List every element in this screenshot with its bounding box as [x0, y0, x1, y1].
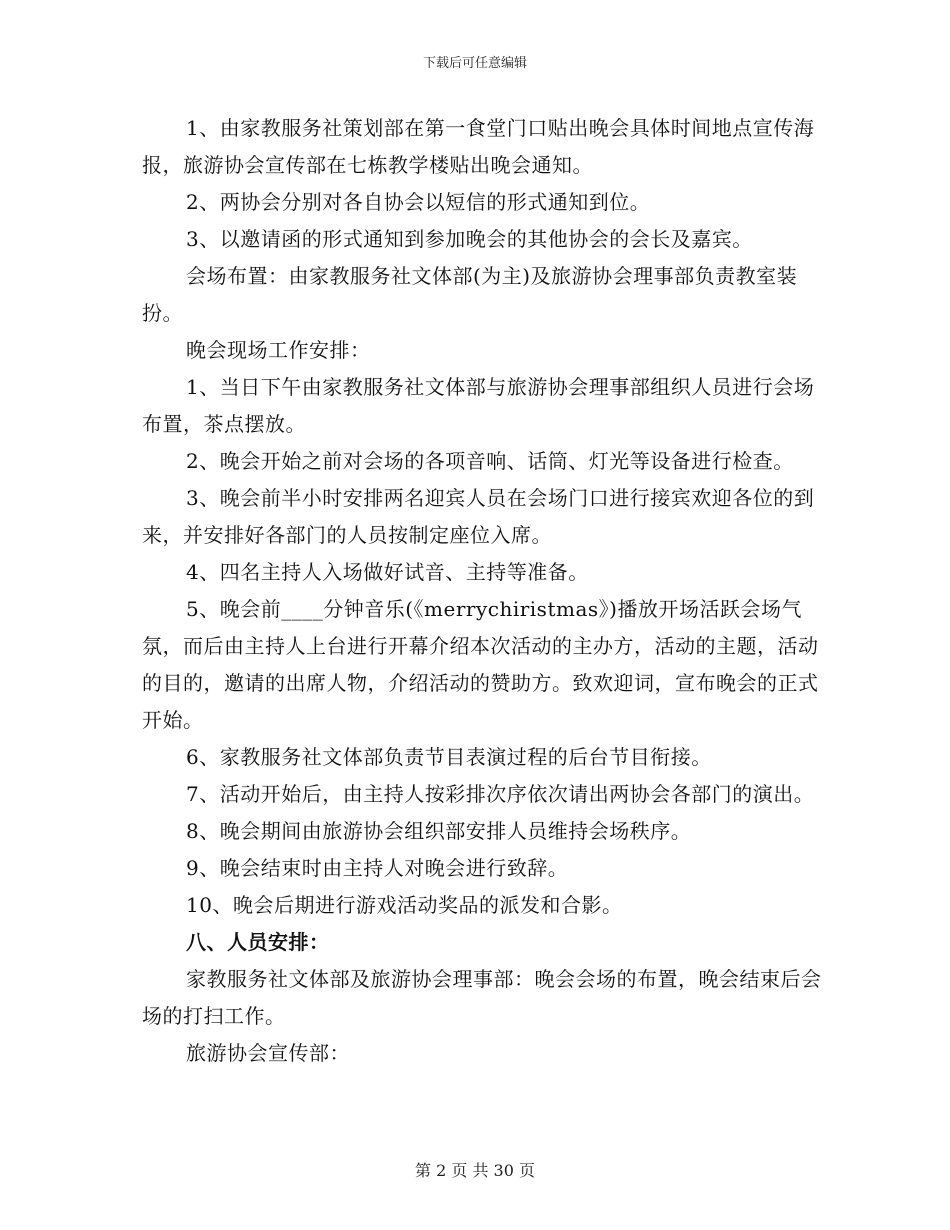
paragraph: 家教服务社文体部及旅游协会理事部：晚会会场的布置，晚会结束后会场的打扫工作。: [142, 967, 822, 1028]
page-header: 下载后可任意编辑: [422, 56, 527, 71]
paragraph: 2、两协会分别对各自协会以短信的形式通知到位。: [186, 190, 651, 214]
paragraph: 2、晚会开始之前对会场的各项音响、话筒、灯光等设备进行检查。: [186, 449, 794, 473]
paragraph: 3、晚会前半小时安排两名迎宾人员在会场门口进行接宾欢迎各位的到来，并安排好各部门的人员按制定座位入席。: [142, 486, 815, 547]
document-body: [142, 110, 822, 1072]
paragraph: 8、晚会期间由旅游协会组织部安排人员维持会场秩序。: [186, 819, 692, 843]
paragraph: 会场布置：由家教服务社文体部(为主)及旅游协会理事部负责教室装扮。: [142, 264, 798, 325]
paragraph: 9、晚会结束时由主持人对晚会进行致辞。: [186, 856, 569, 880]
paragraph: 旅游协会宣传部：: [186, 1041, 350, 1065]
paragraph: 6、家教服务社文体部负责节目表演过程的后台节目衔接。: [186, 745, 712, 769]
paragraph: 晚会现场工作安排：: [186, 338, 371, 362]
paragraph: 1、当日下午由家教服务社文体部与旅游协会理事部组织人员进行会场布置，茶点摆放。: [142, 375, 815, 436]
paragraph: 7、活动开始后，由主持人按彩排次序依次请出两协会各部门的演出。: [186, 782, 815, 806]
paragraph: 5、晚会前____分钟音乐(《merrychiristmas》)播放开场活跃会场气氛，而后由主持人上台进行开幕介绍本次活动的主办方，活动的主题，活动的目的，邀请的出席人物，介绍活动的赞助方。致欢迎词，宣布晚会的正式开始。: [142, 597, 819, 732]
paragraph: 3、以邀请函的形式通知到参加晚会的其他协会的会长及嘉宾。: [186, 227, 753, 251]
paragraph: 10、晚会后期进行游戏活动奖品的派发和合影。: [186, 893, 623, 917]
paragraph: 4、四名主持人入场做好试音、主持等准备。: [186, 560, 589, 584]
paragraph: 1、由家教服务社策划部在第一食堂门口贴出晚会具体时间地点宣传海报，旅游协会宣传部在七栋教学楼贴出晚会通知。: [142, 116, 815, 177]
page-footer: 第 2 页 共 30 页: [415, 1161, 535, 1180]
section-heading: 八、人员安排：: [186, 930, 330, 954]
